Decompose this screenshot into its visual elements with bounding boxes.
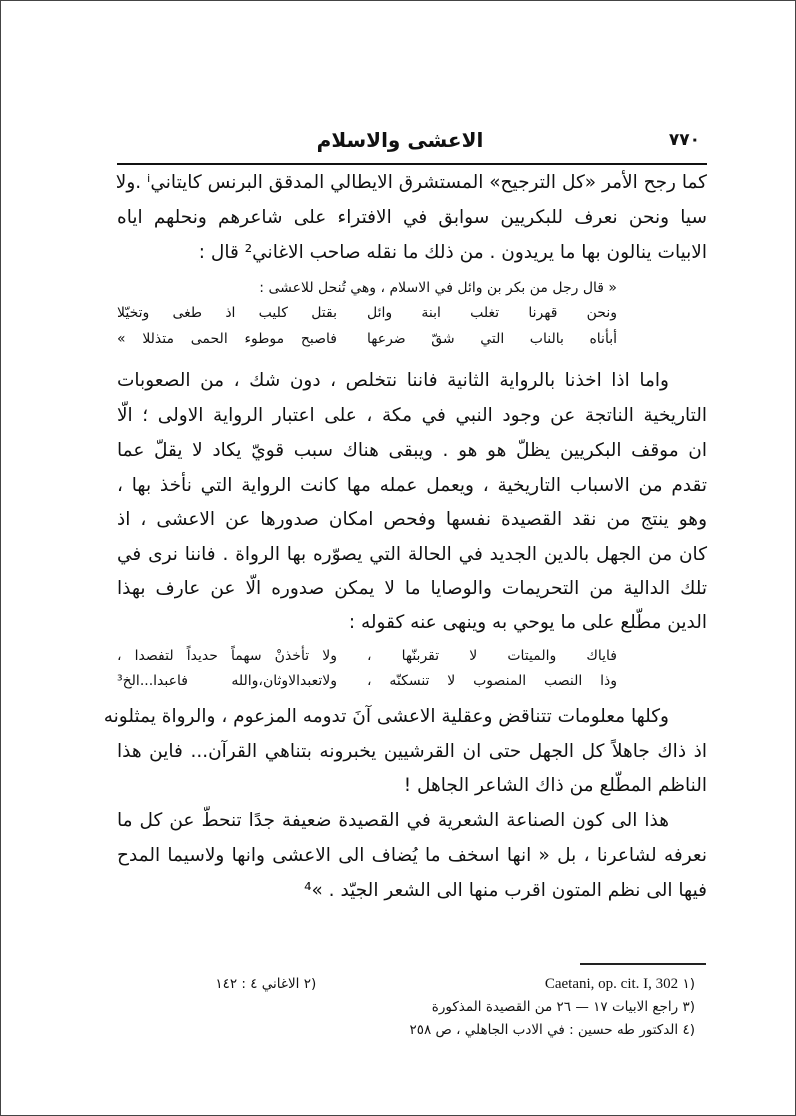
paragraph2-line: تلك الدالية من التحريمات والوصايا ما لا يمكن صدوره الّا عن عارف بهذا [117, 578, 707, 599]
paragraph3-line: الناظم المطّلع من ذاك الشاعر الجاهل ! [403, 775, 707, 796]
paragraph4-line: نعرفه لشاعرنا ، بل « انها اسخف ما يُضاف الى الاعشى وانها ولاسيما المدح [117, 845, 707, 866]
verse-line [117, 305, 707, 321]
hemistich: فاصبح موطوء الحمى متذللا » [117, 331, 337, 347]
paragraph2-line: واما اذا اخذنا بالرواية الثانية فاننا نتخلص ، دون شك ، من الصعوبات [117, 370, 669, 391]
hemistich: وذا النصب المنصوب لا تنسكنّه ، [367, 673, 617, 689]
paragraph1-line: كما رجح الأمر «كل الترجيح» المستشرق الايطالي المدقق البرنس كايتانيⁱ .ولا [115, 172, 707, 193]
paragraph2-line: تقدم من الاسباب التاريخية ، ويعمل عمله مها كانت الرواية التي نأخذ بها ، [117, 475, 707, 496]
paragraph3-line: وكلها معلومات تتناقض وعقلية الاعشى آنَ تدومه المزعوم ، والرواة يمثلونه [103, 706, 669, 727]
footnote-4: (٤ الدكتور طه حسين : في الادب الجاهلي ، ص ٢٥٨ [409, 1022, 695, 1038]
header-rule [117, 163, 707, 165]
paragraph1-line: الابيات ينالون بها ما يريدون . من ذلك ما نقله صاحب الاغاني² قال : [198, 242, 707, 263]
footnote-1: Caetani, op. cit. I, 302 [544, 976, 679, 992]
verse-line [117, 648, 707, 664]
hemistich: بقتل كليب اذ طغى وتخيّلا [117, 305, 337, 321]
paragraph3-line: اذ ذاك جاهلاً كل الجهل حتى ان القرشيين يخبرونه بتناهي القرآن... فاين هذا [117, 741, 707, 762]
verse-line [117, 331, 707, 347]
paragraph2-line: وهو ينتج من نقد القصيدة نفسها وفحص امكان صدورها عن الاعشى ، اذ [117, 509, 707, 530]
hemistich: فاياك والميتات لا تقربنّها ، [367, 648, 617, 664]
paragraph2-line: ان موقف البكريين يظلّ هو هو . ويبقى هناك سبب قويّ يكاد لا يقلّ عما [117, 440, 707, 461]
paragraph2-line: التاريخية الناتجة عن وجود النبي في مكة ، على اعتبار الرواية الاولى ؛ الّا [117, 405, 707, 426]
hemistich: أبأناه بالناب التي شقّ ضرعها [367, 331, 617, 347]
quote-intro: « قال رجل من بكر بن وائل في الاسلام ، وهي تُنحل للاعشى : [259, 280, 617, 296]
paragraph2-line: الدين مطّلع على ما يوحي به وينهى عنه كقوله : [348, 612, 707, 633]
footnote-line-1 [117, 976, 707, 993]
page-number: ٧٧٠ [668, 130, 700, 150]
footnote-1-marker: (١ [682, 976, 695, 992]
paragraph2-line: كان من الجهل بالدين الجديد في الحالة التي يصوّره بها الرواة . فاننا نرى في [117, 544, 707, 565]
footnote-3: (٣ راجع الابيات ١٧ — ٢٦ من القصيدة المذكورة [431, 999, 695, 1015]
footnote-separator [580, 963, 706, 965]
hemistich: ولاتعبدالاوثان،والله فاعبدا...الخ³ [117, 673, 337, 689]
verse-line [117, 673, 707, 689]
running-header-title: الاعشى والاسلام [316, 128, 484, 152]
paragraph4-line: فيها الى نظم المتون اقرب منها الى الشعر الجيّد . »⁴ [304, 880, 707, 901]
hemistich: ونحن قهرنا تغلب ابنة وائل [367, 305, 617, 321]
footnote-2: (٢ الاغاني ٤ : ١٤٢ [215, 976, 317, 992]
paragraph4-line: هذا الى كون الصناعة الشعرية في القصيدة ضعيفة جدًا تنحطّ عن كل ما [117, 810, 669, 831]
hemistich: ولا تأخذنْ سهماً حديداً لتفصدا ، [117, 648, 337, 664]
paragraph1-line: سيا ونحن نعرف للبكريين سوابق في الافتراء على شاعرهم ونحلهم اياه [117, 207, 707, 228]
